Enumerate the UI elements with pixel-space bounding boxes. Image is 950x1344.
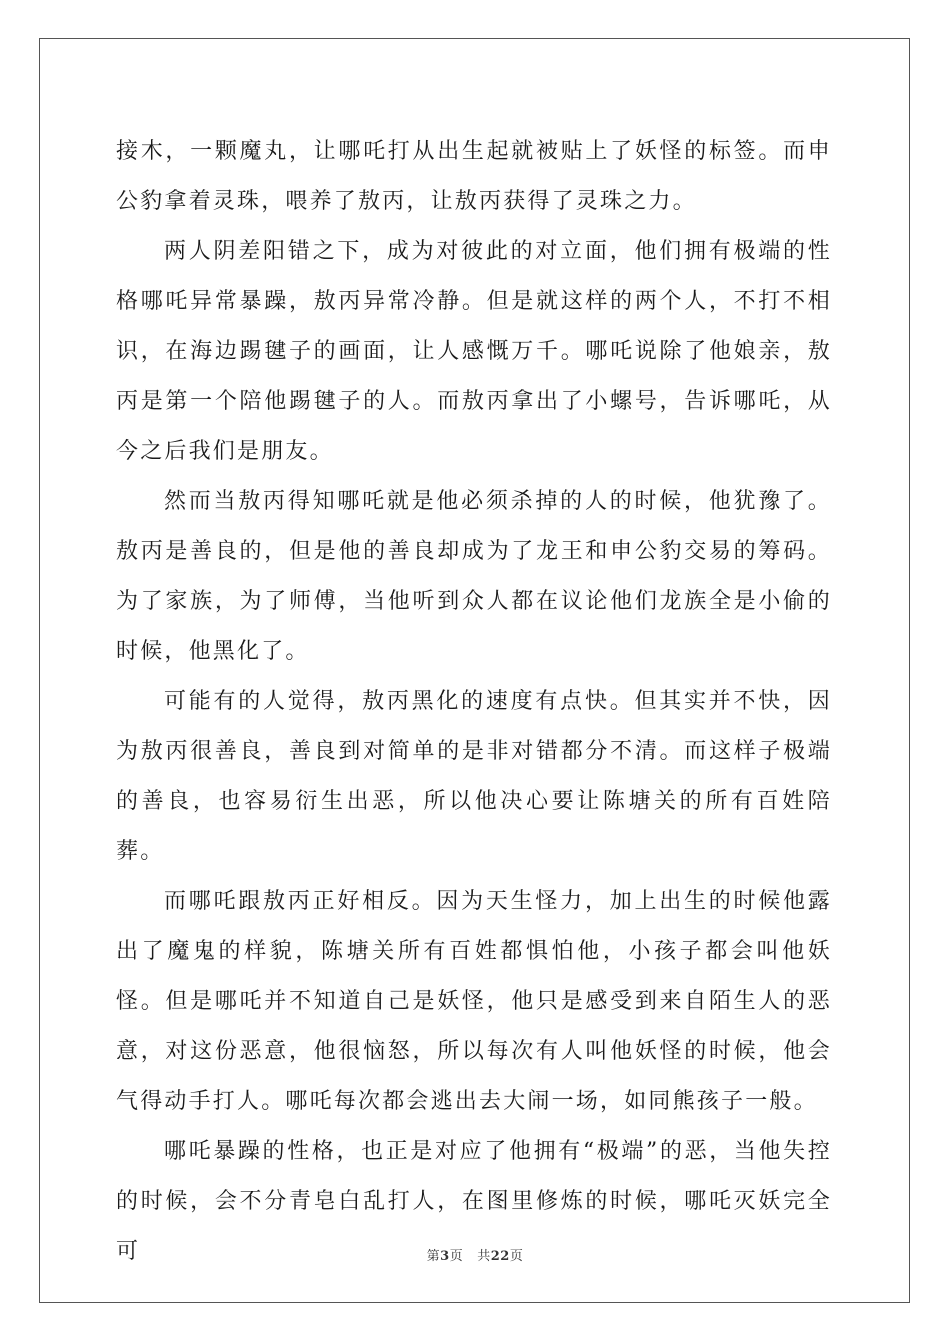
paragraph-1: 接木，一颗魔丸，让哪吒打从出生起就被贴上了妖怪的标签。而申公豹拿着灵珠，喂养了敖丙，让敖丙获得了灵珠之力。	[116, 139, 832, 214]
paragraph-5: 而哪吒跟敖丙正好相反。因为天生怪力，加上出生的时候他露出了魔鬼的样貌，陈塘关所有百姓都惧怕他，小孩子都会叫他妖怪。但是哪吒并不知道自己是妖怪，他只是感受到来自陌生人的恶意，对这份恶意，他很恼怒，所以每次有人叫他妖怪的时候，他会气得动手打人。哪吒每次都会逃出去大闹一场，如同熊孩子一般。	[116, 889, 832, 1114]
paragraph-3: 然而当敖丙得知哪吒就是他必须杀掉的人的时候，他犹豫了。敖丙是善良的，但是他的善良却成为了龙王和申公豹交易的筹码。为了家族，为了师傅，当他听到众人都在议论他们龙族全是小偷的时候，他黑化了。	[116, 489, 832, 664]
page-footer	[0, 1245, 950, 1264]
document-body	[116, 127, 832, 1277]
total-suffix: 页	[509, 1249, 524, 1264]
paragraph-6: 哪吒暴躁的性格，也正是对应了他拥有“极端”的恶，当他失控的时候，会不分青皂白乱打人，在图里修炼的时候，哪吒灭妖完全可	[116, 1139, 832, 1264]
total-pages: 22	[490, 1249, 510, 1264]
total-prefix: 共	[477, 1249, 491, 1264]
page-prefix: 第	[426, 1249, 441, 1264]
paragraph-2: 两人阴差阳错之下，成为对彼此的对立面，他们拥有极端的性格哪吒异常暴躁，敖丙异常冷静。但是就这样的两个人，不打不相识，在海边踢毽子的画面，让人感慨万千。哪吒说除了他娘亲，敖丙是第一个陪他踢毽子的人。而敖丙拿出了小螺号，告诉哪吒，从今之后我们是朋友。	[116, 239, 832, 464]
page-number: 3	[440, 1249, 450, 1264]
paragraph-4: 可能有的人觉得，敖丙黑化的速度有点快。但其实并不快，因为敖丙很善良，善良到对简单的是非对错都分不清。而这样子极端的善良，也容易衍生出恶，所以他决心要让陈塘关的所有百姓陪葬。	[116, 689, 832, 864]
page-suffix: 页	[449, 1249, 464, 1264]
